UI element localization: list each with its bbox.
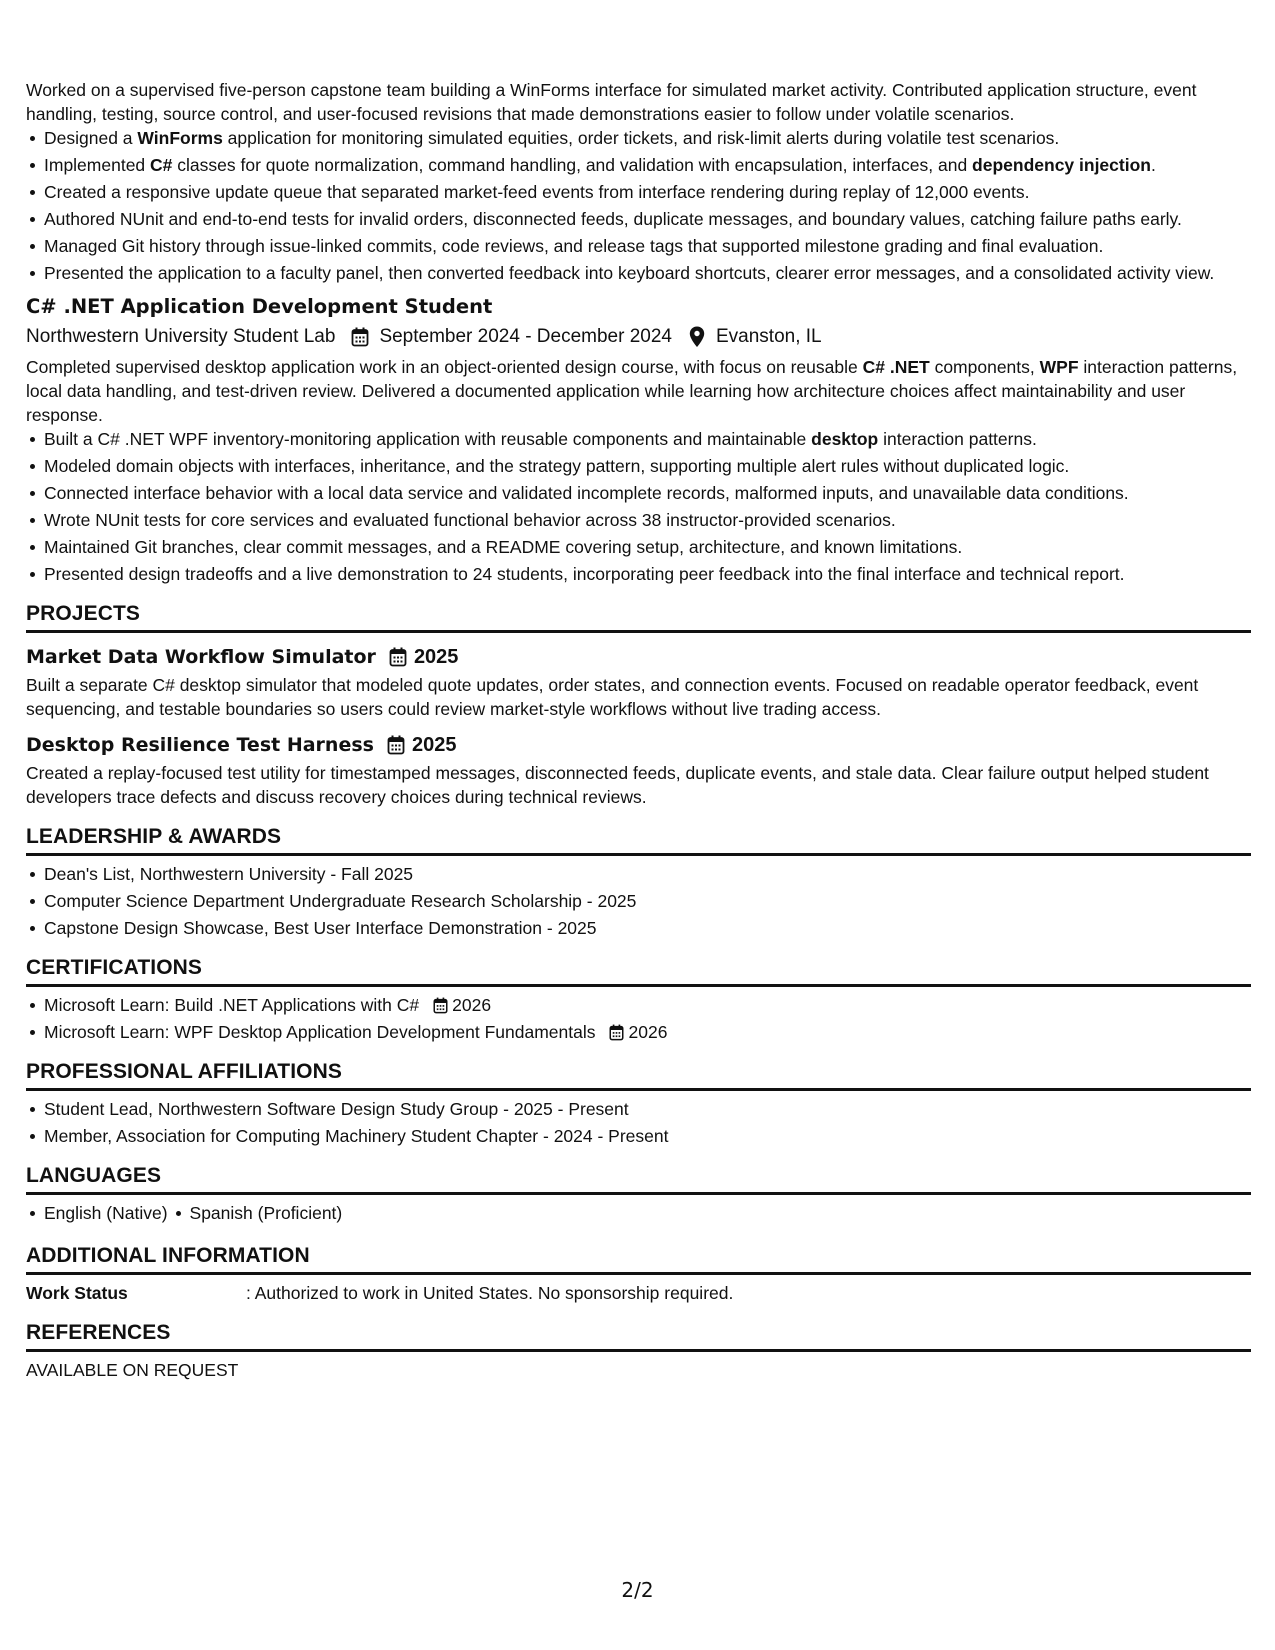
job-bullets <box>26 126 1251 285</box>
map-pin-icon <box>686 326 708 348</box>
job-title: C# .NET Application Development Student <box>26 295 493 318</box>
list-item: Capstone Design Showcase, Best User Interface Demonstration - 2025 <box>44 916 1251 940</box>
list-item: Spanish (Proficient) <box>189 1203 343 1223</box>
section-heading: ADDITIONAL INFORMATION <box>26 1242 1251 1275</box>
affiliations-list <box>26 1097 1251 1148</box>
list-item: Dean's List, Northwestern University - Fall 2025 <box>44 862 1251 886</box>
job-bullets <box>26 427 1251 586</box>
list-item: Presented the application to a faculty panel, then converted feedback into keyboard shortcuts, clearer error messages, and a consolidated activity view. <box>44 261 1251 285</box>
project-description: Created a replay-focused test utility for timestamped messages, disconnected feeds, duplicate events, and stale data. Clear failure output helped student developers trace defects and discuss recovery choices during technical reviews. <box>26 763 1209 807</box>
job-meta <box>26 323 1251 351</box>
references-section <box>26 1319 1251 1382</box>
calendar-icon <box>388 647 408 667</box>
section-heading: LEADERSHIP & AWARDS <box>26 823 1251 856</box>
list-item: Connected interface behavior with a local data service and validated incomplete records, malformed inputs, and unavailable data conditions. <box>44 481 1251 505</box>
list-item: Presented design tradeoffs and a live demonstration to 24 students, incorporating peer feedback into the final interface and technical report. <box>44 562 1251 586</box>
certifications-section <box>26 954 1251 1044</box>
list-item: Student Lead, Northwestern Software Design Study Group - 2025 - Present <box>44 1097 1251 1121</box>
list-item: Modeled domain objects with interfaces, inheritance, and the strategy pattern, supporting multiple alert rules without duplicated logic. <box>44 454 1251 478</box>
work-status-value: : Authorized to work in United States. No sponsorship required. <box>246 1283 734 1303</box>
job-employer: Northwestern University Student Lab <box>26 326 336 347</box>
project-title: Desktop Resilience Test Harness <box>26 734 374 756</box>
calendar-icon <box>349 326 371 348</box>
section-heading: PROJECTS <box>26 600 1251 633</box>
list-item <box>44 1020 1251 1044</box>
calendar-icon <box>431 996 449 1014</box>
list-item: Authored NUnit and end-to-end tests for invalid orders, disconnected feeds, duplicate messages, and boundary values, catching failure paths early. <box>44 207 1251 231</box>
section-heading: CERTIFICATIONS <box>26 954 1251 987</box>
experience-job-2 <box>26 293 1251 586</box>
section-heading: LANGUAGES <box>26 1162 1251 1195</box>
calendar-icon <box>386 735 406 755</box>
project-description: Built a separate C# desktop simulator that modeled quote updates, order states, and connection events. Focused on readable operator feedback, event sequencing, and testable boundaries so users could review market-style workflows without live trading access. <box>26 675 1199 719</box>
languages-section <box>26 1162 1251 1228</box>
certifications-list <box>26 993 1251 1044</box>
job-description: Worked on a supervised five-person capstone team building a WinForms interface for simulated market activity. Contributed application structure, event handling, testing, source control, and user-focused revisions that made demonstrations easier to follow under volatile scenarios. <box>26 80 1197 124</box>
list-item: English (Native) <box>44 1203 168 1223</box>
resume-page <box>26 78 1251 1382</box>
certification-name: Microsoft Learn: Build .NET Applications with C# <box>44 995 420 1015</box>
work-status-label: Work Status <box>26 1283 128 1303</box>
list-item: Designed a WinForms application for monitoring simulated equities, order tickets, and risk-limit alerts during volatile test scenarios. <box>44 126 1251 150</box>
project-title-row <box>26 643 1251 671</box>
project-title: Market Data Workflow Simulator <box>26 646 376 668</box>
work-status-row <box>26 1281 1251 1305</box>
certification-year: 2026 <box>452 995 492 1015</box>
references-text: AVAILABLE ON REQUEST <box>26 1360 239 1380</box>
job-description: Completed supervised desktop application work in an object-oriented design course, with focus on reusable C# .NET components, WPF interaction patterns, local data handling, and test-driven review. Delivered a documented application while learning how architecture choices affect maintainability and user response. <box>26 357 1238 425</box>
list-item: Managed Git history through issue-linked commits, code reviews, and release tags that supported milestone grading and final evaluation. <box>44 234 1251 258</box>
project-year: 2025 <box>411 734 457 756</box>
list-item: Implemented C# classes for quote normalization, command handling, and validation with encapsulation, interfaces, and dependency injection. <box>44 153 1251 177</box>
job-dates: September 2024 - December 2024 <box>379 326 672 347</box>
list-item: Member, Association for Computing Machinery Student Chapter - 2024 - Present <box>44 1124 1251 1148</box>
section-heading: REFERENCES <box>26 1319 1251 1352</box>
projects-section <box>26 600 1251 809</box>
experience-job-1 <box>26 78 1251 285</box>
job-location: Evanston, IL <box>716 326 822 347</box>
list-item: Wrote NUnit tests for core services and evaluated functional behavior across 38 instructor-provided scenarios. <box>44 508 1251 532</box>
certification-name: Microsoft Learn: WPF Desktop Application Development Fundamentals <box>44 1022 596 1042</box>
list-item: Maintained Git branches, clear commit messages, and a README covering setup, architecture, and known limitations. <box>44 535 1251 559</box>
list-item: Created a responsive update queue that separated market-feed events from interface rendering during replay of 12,000 events. <box>44 180 1251 204</box>
list-item: Computer Science Department Undergraduate Research Scholarship - 2025 <box>44 889 1251 913</box>
project-title-row <box>26 731 1251 759</box>
awards-list <box>26 862 1251 940</box>
additional-info-section <box>26 1242 1251 1305</box>
languages-list <box>26 1201 1251 1228</box>
list-item: Built a C# .NET WPF inventory-monitoring application with reusable components and maintainable desktop interaction patterns. <box>44 427 1251 451</box>
page-number: 2/2 <box>621 1578 654 1602</box>
awards-section <box>26 823 1251 940</box>
list-item <box>44 993 1251 1017</box>
certification-year: 2026 <box>628 1022 668 1042</box>
section-heading: PROFESSIONAL AFFILIATIONS <box>26 1058 1251 1091</box>
calendar-icon <box>608 1023 626 1041</box>
project-year: 2025 <box>413 646 459 668</box>
affiliations-section <box>26 1058 1251 1148</box>
